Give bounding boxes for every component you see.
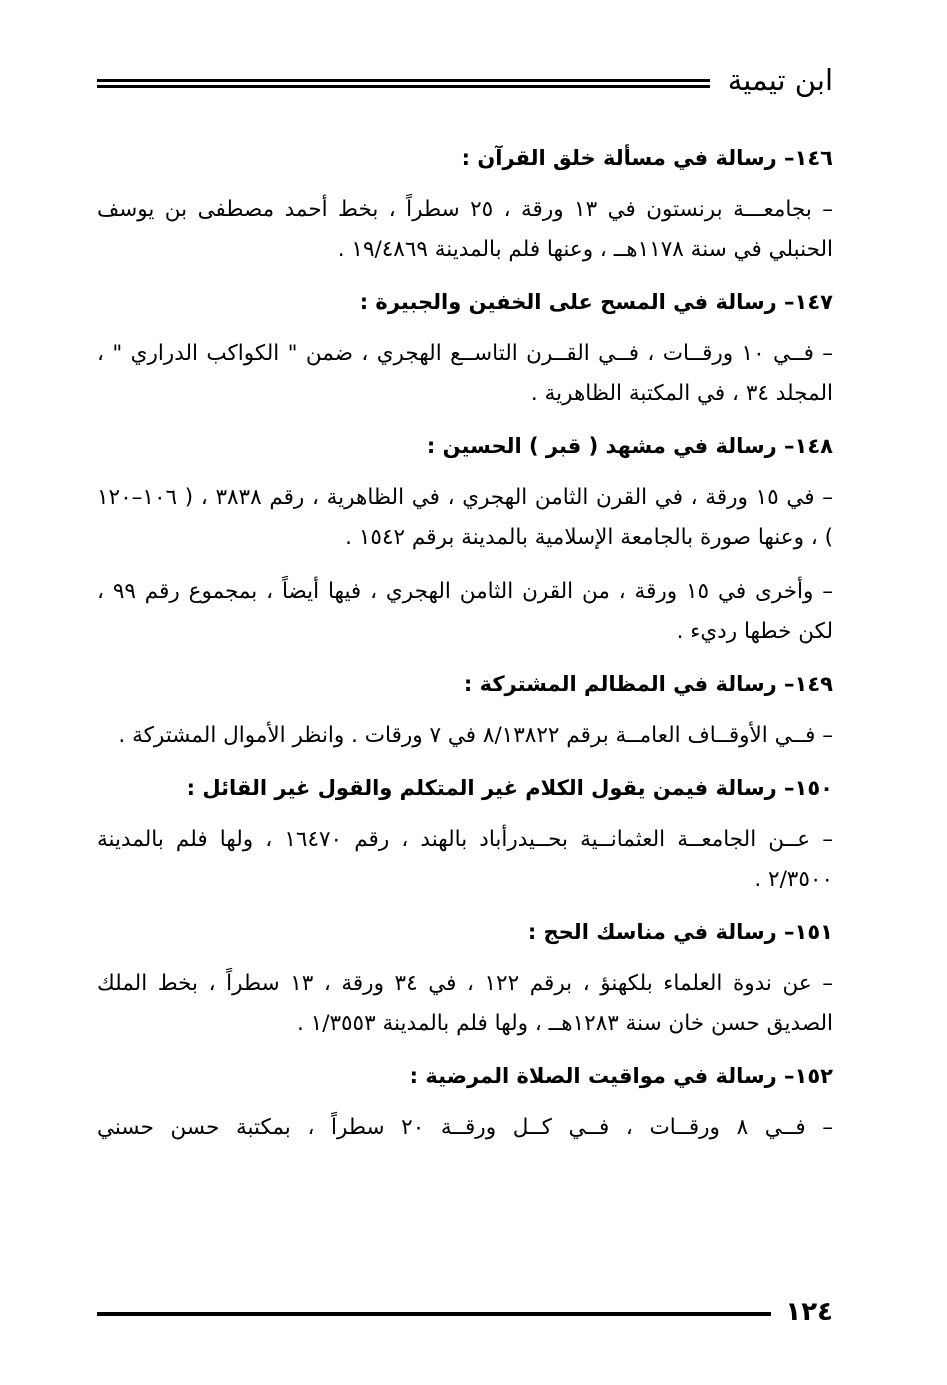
entry-paragraph: – في ١٥ ورقة ، في القرن الثامن الهجري ، في الظاهرية ، رقم ٣٨٣٨ ، ( ١٠٦–١٢٠ ) ، وعنها صورة بالجامعة الإسلامية بالمدينة برقم ١٥٤٢ .: [97, 485, 833, 550]
entry-148: [97, 428, 833, 652]
entry-heading: ١٤٦– رسالة في مسألة خلق القرآن :: [461, 146, 833, 170]
entry-paragraph: – بجامعـــة برنستون في ١٣ ورقة ، ٢٥ سطراً ، بخط أحمد مصطفى بن يوسف الحنبلي في سنة ١١٧٨هــ ، وعنها فلم بالمدينة ١٩/٤٨٦٩ .: [97, 197, 833, 262]
entry-heading: ١٤٩– رسالة في المظالم المشتركة :: [463, 672, 833, 696]
page-body: [97, 140, 833, 1148]
header-double-rule: [97, 79, 710, 88]
running-header: [97, 58, 833, 102]
entry-paragraph: – فــي ٨ ورقــات ، فــي كــل ورقــة ٢٠ سطراً ، بمكتبة حسن حسني: [97, 1115, 833, 1140]
entry-146: [97, 140, 833, 270]
entry-heading: ١٤٨– رسالة في مشهد ( قبر ) الحسين :: [426, 434, 833, 458]
running-title: ابن تيمية: [727, 62, 833, 97]
entry-heading: ١٥٢– رسالة في مواقيت الصلاة المرضية :: [409, 1064, 833, 1088]
entry-paragraph: – فــي الأوقــاف العامــة برقم ٨/١٣٨٢٢ في ٧ ورقات . وانظر الأموال المشتركة .: [118, 723, 833, 748]
entry-heading: ١٥٠– رسالة فيمن يقول الكلام غير المتكلم والقول غير القائل :: [186, 776, 833, 800]
entry-paragraph: – فــي ١٠ ورقــات ، فــي القــرن التاســع الهجري ، ضمن " الكواكب الدراري " ، المجلد ٣٤ ، في المكتبة الظاهرية .: [97, 341, 833, 406]
entry-paragraph: – عــن الجامعــة العثمانــية بحــيدرأباد بالهند ، رقم ١٦٤٧٠ ، ولها فلم بالمدينة ٢/٣٥٠٠ .: [97, 827, 833, 892]
entry-paragraph: – عن ندوة العلماء بلكهنؤ ، برقم ١٢٢ ، في ٣٤ ورقة ، ١٣ سطراً ، بخط الملك الصديق حسن خان سنة ١٢٨٣هــ ، ولها فلم بالمدينة ١/٣٥٥٣ .: [97, 971, 833, 1036]
entry-150: [97, 770, 833, 900]
entry-152: [97, 1058, 833, 1148]
page-number: ١٢٤: [785, 1297, 833, 1327]
entry-paragraph: – وأخرى في ١٥ ورقة ، من القرن الثامن الهجري ، فيها أيضاً ، بمجموع رقم ٩٩ ، لكن خطها رديء .: [97, 579, 833, 644]
entry-151: [97, 914, 833, 1044]
footer-rule: [97, 1312, 771, 1316]
entry-heading: ١٤٧– رسالة في المسح على الخفين والجبيرة :: [359, 290, 833, 314]
entry-heading: ١٥١– رسالة في مناسك الحج :: [527, 920, 833, 944]
entry-149: [97, 666, 833, 756]
entry-147: [97, 284, 833, 414]
page-footer: [97, 1294, 833, 1330]
